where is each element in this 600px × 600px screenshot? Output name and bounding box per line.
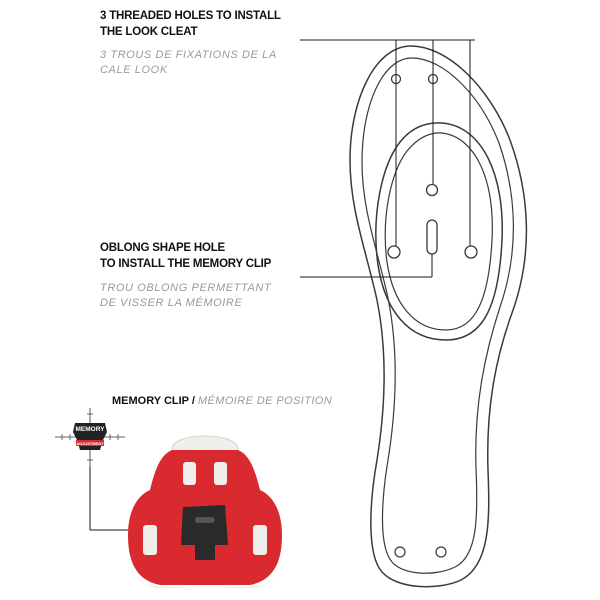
memory-clip-fr: MÉMOIRE DE POSITION bbox=[197, 395, 333, 407]
cleat-area-outer bbox=[376, 123, 502, 340]
cleat-slot-right bbox=[253, 525, 267, 555]
cleat-slot-top-left bbox=[183, 462, 196, 485]
oblong-hole-fr-line1: TROU OBLONG PERMETTANT bbox=[100, 282, 272, 294]
oblong-hole bbox=[427, 220, 437, 254]
threaded-hole-center bbox=[427, 185, 438, 196]
memory-clip-en: MEMORY CLIP bbox=[112, 395, 189, 407]
look-cleat bbox=[128, 436, 282, 588]
oblong-hole-en-line2: TO INSTALL THE MEMORY CLIP bbox=[100, 258, 272, 270]
memory-logo bbox=[55, 408, 125, 467]
oblong-hole-fr-line2: DE VISSER LA MÉMOIRE bbox=[100, 297, 243, 309]
cleat-slot-top-right bbox=[214, 462, 227, 485]
threaded-holes-fr-line1: 3 TROUS DE FIXATIONS DE LA bbox=[100, 49, 277, 61]
threaded-holes-en-line2: THE LOOK CLEAT bbox=[100, 26, 198, 38]
memory-clip-slot bbox=[195, 517, 215, 523]
heel-hole-left bbox=[395, 547, 405, 557]
oblong-hole-en-line1: OBLONG SHAPE HOLE bbox=[100, 242, 226, 254]
threaded-hole-left bbox=[388, 246, 400, 258]
memory-clip-separator: / bbox=[188, 395, 198, 407]
cleat-area-inner bbox=[385, 133, 492, 330]
heel-hole-right bbox=[436, 547, 446, 557]
memory-logo-bottom-text: ADJUSTMENT bbox=[76, 441, 104, 446]
threaded-holes-fr-line2: CALE LOOK bbox=[100, 64, 168, 76]
memory-logo-top-text: MEMORY bbox=[75, 426, 105, 433]
threaded-holes-en-line1: 3 THREADED HOLES TO INSTALL bbox=[100, 10, 281, 22]
threaded-hole-right bbox=[465, 246, 477, 258]
sole-inner-outline bbox=[362, 58, 513, 573]
cleat-slot-left bbox=[143, 525, 157, 555]
sole-outer-outline bbox=[350, 46, 526, 587]
